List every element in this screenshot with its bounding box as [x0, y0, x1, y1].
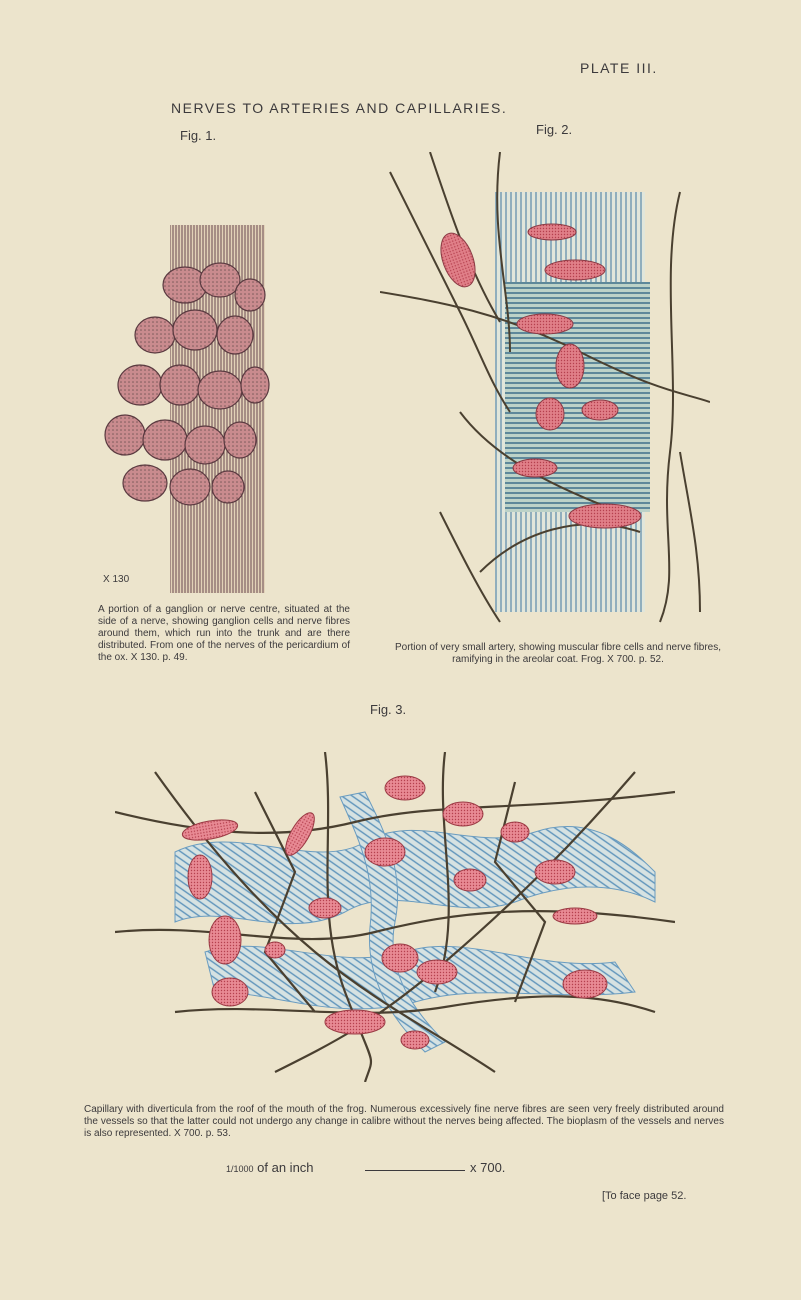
scale-unit: of an inch — [257, 1160, 314, 1175]
scale-magnification: x 700. — [470, 1160, 506, 1175]
plate-number: PLATE III. — [580, 60, 658, 76]
fig2-label: Fig. 2. — [536, 122, 573, 137]
fig2-caption: Portion of very small artery, showing muscular fibre cells and nerve fibres, ramifying in the areolar coat. Frog. X 700. p. 52. — [394, 642, 722, 665]
fig1-caption: A portion of a ganglion or nerve centre, situated at the side of a nerve, showing ganglion cells and nerve fibres around them, which run into the trunk and are there distributed. From one of the nerves of the pericardium of the ox. X 130. p. 49. — [98, 604, 350, 663]
fig1-ganglion-illustration — [100, 225, 275, 595]
fig3-label: Fig. 3. — [370, 702, 407, 717]
fig2-artery-illustration — [380, 152, 710, 632]
scale-label — [226, 1160, 314, 1175]
facing-page-note: [To face page 52. — [602, 1190, 687, 1202]
fig1-label: Fig. 1. — [180, 128, 217, 143]
scale-bar — [365, 1170, 465, 1171]
fig3-capillary-illustration — [115, 752, 675, 1082]
fig3-caption: Capillary with diverticula from the roof of the mouth of the frog. Numerous excessively fine nerve fibres are seen very freely distributed around the vessels so that the latter could not undergo any change in calibre without the nerves being affected. The bioplasm of the vessels and nerves is also represented. X 700. p. 53. — [84, 1104, 724, 1139]
fig1-magnification: X 130 — [103, 574, 130, 585]
plate-title: NERVES TO ARTERIES AND CAPILLARIES. — [171, 100, 508, 116]
scale-fraction: 1/1000 — [226, 1164, 254, 1174]
